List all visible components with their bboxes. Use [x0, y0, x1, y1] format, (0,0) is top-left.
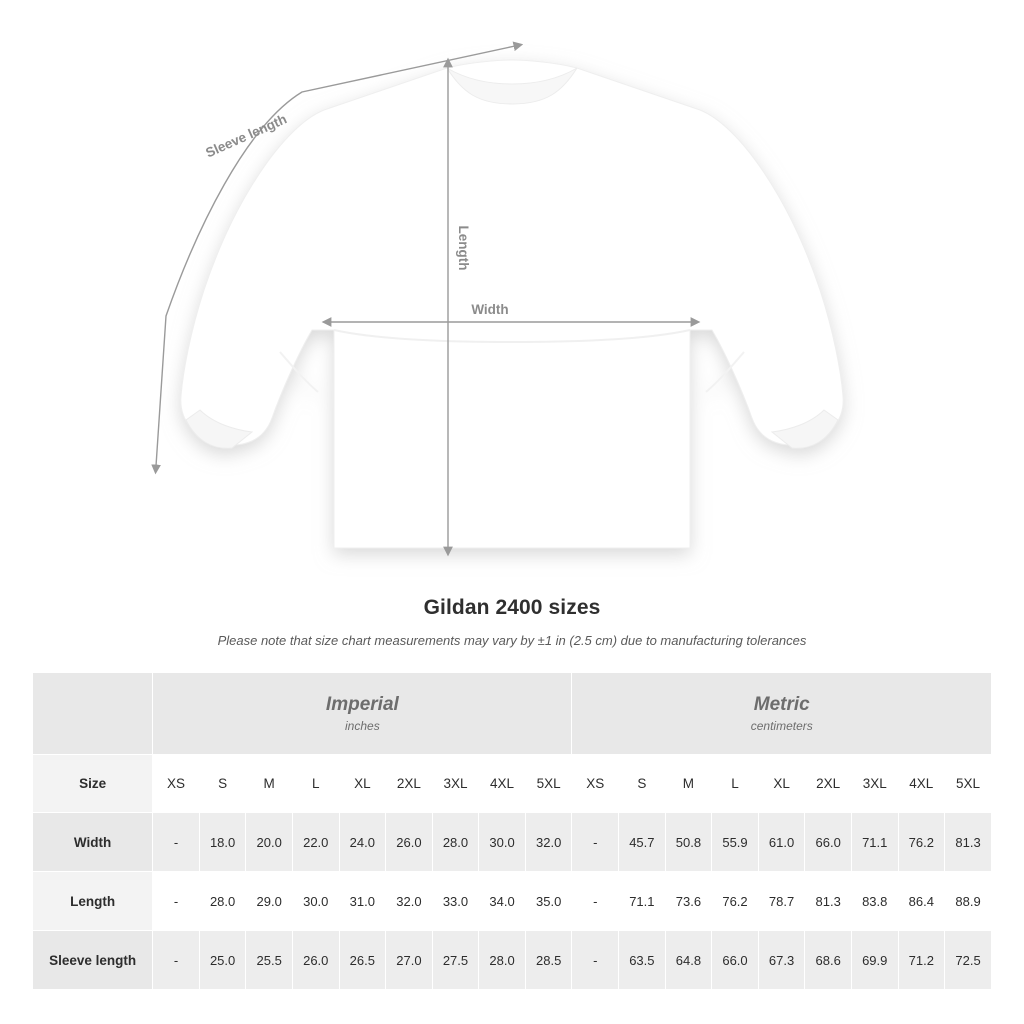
cell-length-imp-l: 30.0 — [292, 872, 339, 931]
size-header-imp-l: L — [292, 755, 339, 813]
length-label: Length — [456, 225, 471, 271]
cell-length-met-3xl: 83.8 — [851, 872, 898, 931]
cell-sleeve-met-4xl: 71.2 — [898, 931, 945, 990]
unit-sub-imperial: inches — [345, 718, 380, 733]
cell-sleeve-met-xl: 67.3 — [758, 931, 805, 990]
cell-sleeve-imp-4xl: 28.0 — [479, 931, 526, 990]
cell-width-met-5xl: 81.3 — [945, 813, 992, 872]
size-header-met-xs: XS — [572, 755, 619, 813]
table-row-width — [33, 813, 992, 872]
cell-sleeve-imp-s: 25.0 — [199, 931, 246, 990]
cell-length-met-xs: - — [572, 872, 619, 931]
cell-length-imp-s: 28.0 — [199, 872, 246, 931]
cell-sleeve-met-3xl: 69.9 — [851, 931, 898, 990]
size-table — [32, 672, 992, 990]
size-header-met-3xl: 3XL — [851, 755, 898, 813]
unit-header-row — [33, 673, 992, 755]
cell-length-imp-4xl: 34.0 — [479, 872, 526, 931]
row-label-width: Width — [33, 813, 153, 872]
cell-length-met-xl: 78.7 — [758, 872, 805, 931]
size-header-label: Size — [33, 755, 153, 813]
size-header-imp-xl: XL — [339, 755, 386, 813]
cell-length-met-m: 73.6 — [665, 872, 712, 931]
cell-sleeve-met-l: 66.0 — [712, 931, 759, 990]
size-header-imp-m: M — [246, 755, 293, 813]
cell-width-imp-2xl: 26.0 — [386, 813, 433, 872]
cell-length-imp-5xl: 35.0 — [525, 872, 572, 931]
cell-length-met-5xl: 88.9 — [945, 872, 992, 931]
row-label-sleeve-length: Sleeve length — [33, 931, 153, 990]
cell-length-imp-2xl: 32.0 — [386, 872, 433, 931]
size-header-met-4xl: 4XL — [898, 755, 945, 813]
size-header-met-5xl: 5XL — [945, 755, 992, 813]
heading-block — [0, 596, 1024, 648]
cell-width-met-xs: - — [572, 813, 619, 872]
cell-sleeve-imp-xl: 26.5 — [339, 931, 386, 990]
cell-width-imp-s: 18.0 — [199, 813, 246, 872]
size-header-imp-5xl: 5XL — [525, 755, 572, 813]
cell-width-imp-xl: 24.0 — [339, 813, 386, 872]
cell-width-imp-l: 22.0 — [292, 813, 339, 872]
page-title: Gildan 2400 sizes — [423, 596, 601, 619]
table-row-sleeve-length — [33, 931, 992, 990]
cell-width-met-l: 55.9 — [712, 813, 759, 872]
cell-sleeve-met-5xl: 72.5 — [945, 931, 992, 990]
cell-sleeve-imp-2xl: 27.0 — [386, 931, 433, 990]
cell-length-imp-3xl: 33.0 — [432, 872, 479, 931]
tolerance-note: Please note that size chart measurements may vary by ±1 in (2.5 cm) due to manufacturing tolerances — [217, 633, 807, 648]
unit-header-spacer — [33, 673, 153, 755]
row-label-length: Length — [33, 872, 153, 931]
size-header-imp-4xl: 4XL — [479, 755, 526, 813]
cell-sleeve-met-s: 63.5 — [619, 931, 666, 990]
size-header-imp-xs: XS — [153, 755, 200, 813]
size-header-imp-2xl: 2XL — [386, 755, 433, 813]
cell-length-met-l: 76.2 — [712, 872, 759, 931]
size-header-met-s: S — [619, 755, 666, 813]
size-header-imp-3xl: 3XL — [432, 755, 479, 813]
cell-width-met-s: 45.7 — [619, 813, 666, 872]
unit-header-metric — [572, 673, 992, 755]
size-table-wrap — [32, 672, 992, 990]
cell-width-met-xl: 61.0 — [758, 813, 805, 872]
cell-width-imp-3xl: 28.0 — [432, 813, 479, 872]
cell-width-imp-m: 20.0 — [246, 813, 293, 872]
cell-sleeve-met-xs: - — [572, 931, 619, 990]
cell-length-imp-xl: 31.0 — [339, 872, 386, 931]
size-header-row — [33, 755, 992, 813]
sleeve-length-label: Sleeve length — [203, 111, 289, 161]
cell-sleeve-met-m: 64.8 — [665, 931, 712, 990]
cell-width-met-4xl: 76.2 — [898, 813, 945, 872]
cell-length-met-s: 71.1 — [619, 872, 666, 931]
size-header-met-l: L — [712, 755, 759, 813]
cell-length-imp-m: 29.0 — [246, 872, 293, 931]
cell-width-met-m: 50.8 — [665, 813, 712, 872]
unit-name-imperial: Imperial — [325, 694, 399, 716]
cell-sleeve-imp-m: 25.5 — [246, 931, 293, 990]
unit-sub-metric: centimeters — [750, 718, 813, 733]
cell-width-imp-5xl: 32.0 — [525, 813, 572, 872]
cell-sleeve-met-2xl: 68.6 — [805, 931, 852, 990]
cell-sleeve-imp-5xl: 28.5 — [525, 931, 572, 990]
cell-width-imp-xs: - — [153, 813, 200, 872]
size-header-met-m: M — [665, 755, 712, 813]
size-header-met-xl: XL — [758, 755, 805, 813]
shirt-shape — [181, 60, 843, 548]
cell-length-met-4xl: 86.4 — [898, 872, 945, 931]
cell-sleeve-imp-3xl: 27.5 — [432, 931, 479, 990]
size-header-met-2xl: 2XL — [805, 755, 852, 813]
cell-width-met-3xl: 71.1 — [851, 813, 898, 872]
cell-sleeve-imp-xs: - — [153, 931, 200, 990]
width-label: Width — [471, 302, 509, 317]
unit-header-imperial — [153, 673, 572, 755]
size-header-imp-s: S — [199, 755, 246, 813]
cell-width-met-2xl: 66.0 — [805, 813, 852, 872]
table-row-length — [33, 872, 992, 931]
cell-width-imp-4xl: 30.0 — [479, 813, 526, 872]
unit-name-metric: Metric — [753, 694, 810, 716]
cell-length-met-2xl: 81.3 — [805, 872, 852, 931]
cell-sleeve-imp-l: 26.0 — [292, 931, 339, 990]
cell-length-imp-xs: - — [153, 872, 200, 931]
